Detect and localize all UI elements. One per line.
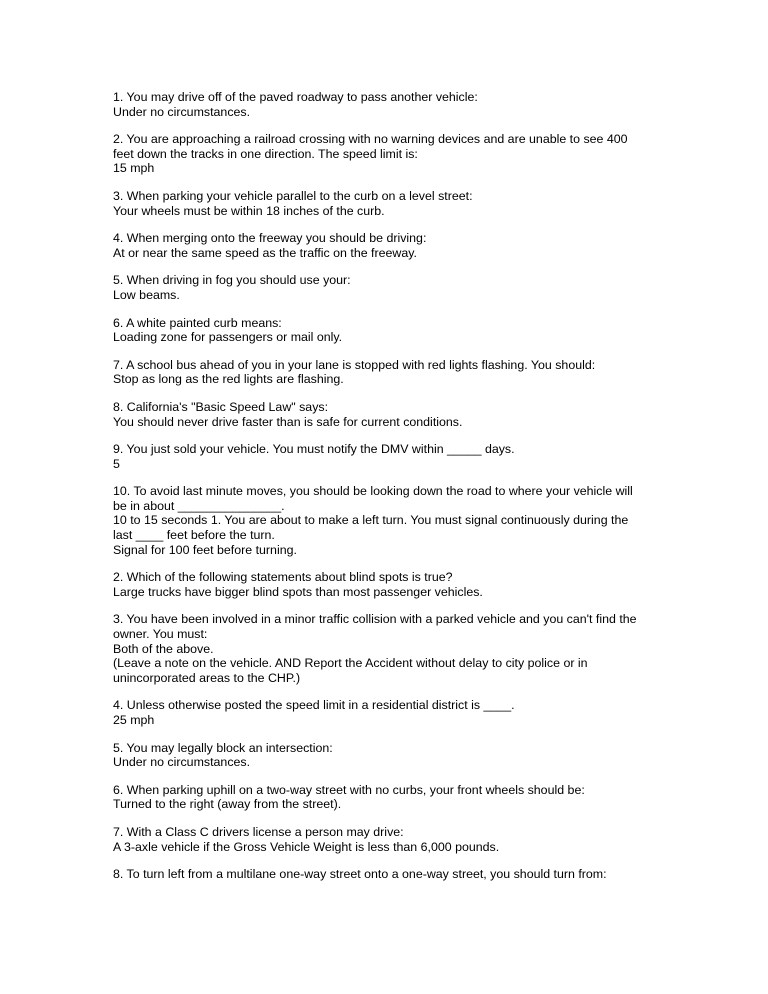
- question-text: 4. Unless otherwise posted the speed limit in a residential district is ____.: [113, 698, 515, 713]
- question-text: 1. You may drive off of the paved roadway to pass another vehicle:: [113, 90, 478, 104]
- qa-item: [113, 231, 653, 260]
- answer-text: Turned to the right (away from the street).: [113, 797, 342, 812]
- question-text: 7. A school bus ahead of you in your lane is stopped with red lights flashing. You should:: [113, 357, 596, 372]
- question-text: 5. When driving in fog you should use your:: [113, 273, 351, 288]
- answer-text: 15 mph: [113, 161, 155, 176]
- answer-text: 5: [113, 456, 120, 471]
- answer-text: Both of the above.: [113, 641, 214, 656]
- answer-text: Large trucks have bigger blind spots than most passenger vehicles.: [113, 584, 483, 599]
- answer-text: Stop as long as the red lights are flashing.: [113, 372, 344, 387]
- answer-text: (Leave a note on the vehicle. AND Report the Accident without delay to city police or in: [113, 656, 588, 671]
- answer-text: Under no circumstances.: [113, 104, 251, 119]
- question-text: 2. You are approaching a railroad crossing with no warning devices and are unable to see 400: [113, 132, 628, 147]
- question-text: 2. Which of the following statements about blind spots is true?: [113, 570, 453, 585]
- qa-item: [113, 867, 653, 882]
- question-text: 6. When parking uphill on a two-way street with no curbs, your front wheels should be:: [113, 782, 585, 797]
- answer-text: Loading zone for passengers or mail only.: [113, 330, 343, 345]
- question-text: owner. You must:: [113, 627, 208, 642]
- qa-item: [113, 132, 653, 176]
- qa-item: [113, 189, 653, 218]
- qa-item: [113, 484, 653, 557]
- question-text: 4. When merging onto the freeway you should be driving:: [113, 231, 427, 246]
- question-text: 10. To avoid last minute moves, you should be looking down the road to where your vehicle will: [113, 484, 633, 499]
- question-text: last ____ feet before the turn.: [113, 528, 275, 543]
- answer-text: Under no circumstances.: [113, 755, 251, 770]
- question-text: feet down the tracks in one direction. The speed limit is:: [113, 146, 418, 161]
- question-text: 5. You may legally block an intersection:: [113, 740, 333, 755]
- qa-item: [113, 825, 653, 854]
- question-text: 9. You just sold your vehicle. You must notify the DMV within _____ days.: [113, 442, 515, 457]
- qa-item: [113, 741, 653, 770]
- qa-item: [113, 442, 653, 471]
- question-text: be in about _______________.: [113, 498, 285, 513]
- answer-text: unincorporated areas to the CHP.): [113, 670, 301, 685]
- question-text: 3. When parking your vehicle parallel to the curb on a level street:: [113, 188, 473, 203]
- question-text: 7. With a Class C drivers license a person may drive:: [113, 824, 404, 839]
- qa-item: [113, 783, 653, 812]
- answer-text: Low beams.: [113, 287, 180, 302]
- answer-text: Signal for 100 feet before turning.: [113, 542, 297, 557]
- answer-text: Your wheels must be within 18 inches of the curb.: [113, 203, 385, 218]
- question-text: 8. To turn left from a multilane one-way street onto a one-way street, you should turn from:: [113, 867, 607, 882]
- question-text: 8. California's "Basic Speed Law" says:: [113, 399, 329, 414]
- qa-item: [113, 358, 653, 387]
- answer-text: At or near the same speed as the traffic on the freeway.: [113, 245, 417, 260]
- qa-item: [113, 612, 653, 685]
- qa-item: [113, 273, 653, 302]
- question-text: 6. A white painted curb means:: [113, 315, 282, 330]
- document-body: [113, 90, 653, 895]
- answer-text: 25 mph: [113, 713, 155, 727]
- qa-item: [113, 90, 653, 119]
- answer-text: You should never drive faster than is safe for current conditions.: [113, 414, 463, 429]
- answer-text: A 3-axle vehicle if the Gross Vehicle Weight is less than 6,000 pounds.: [113, 839, 500, 854]
- qa-item: [113, 400, 653, 429]
- question-text: 3. You have been involved in a minor traffic collision with a parked vehicle and you can't find the: [113, 612, 637, 627]
- answer-text: 10 to 15 seconds 1. You are about to make a left turn. You must signal continuously during the: [113, 513, 629, 528]
- qa-item: [113, 570, 653, 599]
- qa-item: [113, 316, 653, 345]
- qa-item: [113, 698, 653, 727]
